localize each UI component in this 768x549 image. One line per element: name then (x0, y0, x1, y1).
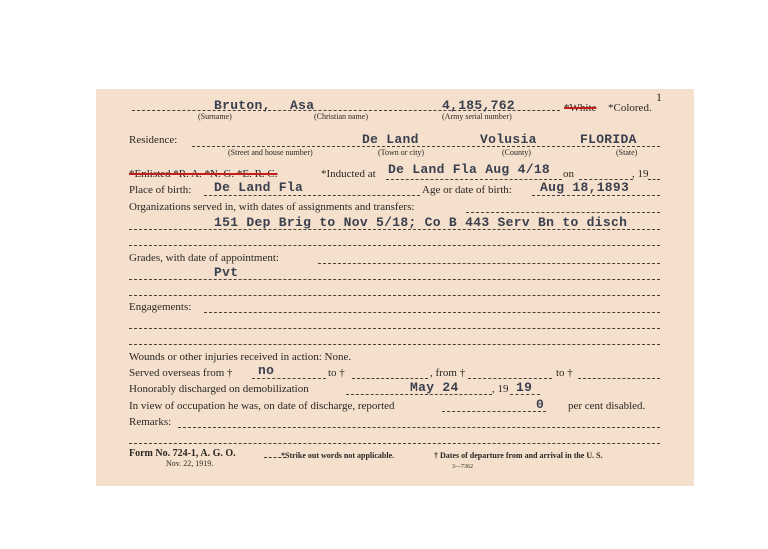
engagements-line-3 (129, 344, 660, 345)
place-of-birth-line (204, 195, 420, 196)
county-caption: (County) (502, 148, 531, 157)
state-caption: (State) (616, 148, 638, 157)
grades-line-3 (129, 295, 660, 296)
inducted-label: *Inducted at (321, 168, 376, 180)
overseas-to2-label: to † (556, 367, 573, 379)
street-caption: (Street and house number) (228, 148, 313, 157)
residence-state-value: FLORIDA (580, 132, 637, 147)
discharge-year-prefix: , 19 (492, 383, 509, 395)
race-colored: *Colored. (608, 102, 652, 114)
enlistment-options-struck: *Enlisted *R. A. *N. G. *E. R. C. (129, 168, 278, 180)
disability-value: 0 (536, 397, 545, 412)
print-code: 3—7362 (452, 464, 473, 470)
remarks-label: Remarks: (129, 416, 172, 428)
disability-label: In view of occupation he was, on date of discharge, reported (129, 400, 395, 412)
discharge-year-value: 19 (516, 380, 533, 395)
birth-date-value: Aug 18,1893 (540, 180, 630, 195)
place-of-birth-value: De Land Fla (214, 180, 304, 195)
grades-line-1 (318, 263, 660, 264)
organizations-line-2 (129, 229, 660, 230)
disability-suffix: per cent disabled. (568, 400, 646, 412)
remarks-line-1 (178, 427, 660, 428)
disability-line (442, 411, 546, 412)
strike-note: *Strike out words not applicable. (281, 451, 395, 460)
page-number: 1 (656, 90, 662, 104)
remarks-line-2 (129, 443, 660, 444)
christian-name-value: Asa (290, 98, 315, 113)
town-caption: (Town or city) (378, 148, 425, 157)
wounds-label: Wounds or other injuries received in action: None. (129, 351, 352, 363)
organizations-label: Organizations served in, with dates of assignments and transfers: (129, 201, 415, 213)
organizations-value: 151 Dep Brig to Nov 5/18; Co B 443 Serv Bn to disch (214, 215, 628, 230)
overseas-to-line (352, 378, 428, 379)
dates-note: † Dates of departure from and arrival in the U. S. (434, 451, 603, 460)
overseas-from-line (252, 378, 326, 379)
served-overseas-value: no (258, 363, 275, 378)
organizations-line-3 (129, 245, 660, 246)
birth-date-line (532, 195, 660, 196)
serial-number-value: 4,185,762 (442, 98, 515, 113)
surname-value: Bruton, (214, 98, 271, 113)
on-label: on (563, 168, 574, 180)
service-record-card (96, 89, 694, 486)
served-overseas-label: Served overseas from † (129, 367, 233, 379)
residence-county-value: Volusia (480, 132, 537, 147)
residence-label: Residence: (129, 134, 178, 146)
residence-town-value: De Land (362, 132, 419, 147)
overseas-to2-line (578, 378, 660, 379)
birth-date-label: Age or date of birth: (422, 184, 512, 196)
overseas-from2-line (468, 378, 552, 379)
christian-name-caption: (Christian name) (314, 112, 368, 121)
engagements-label: Engagements: (129, 301, 192, 313)
race-white-struck: *White (564, 102, 597, 114)
grades-label: Grades, with date of appointment: (129, 252, 279, 264)
grades-line-2 (129, 279, 660, 280)
organizations-line-1 (466, 212, 660, 213)
induction-year-line (648, 179, 660, 180)
inducted-line (386, 179, 562, 180)
discharge-label: Honorably discharged on demobilization (129, 383, 309, 395)
engagements-line-1 (204, 312, 660, 313)
inducted-value: De Land Fla Aug 4/18 (388, 162, 551, 177)
discharge-date-value: May 24 (410, 380, 459, 395)
engagements-line-2 (129, 328, 660, 329)
form-number: Form No. 724-1, A. G. O. (129, 448, 236, 459)
overseas-to-label: to † (328, 367, 345, 379)
grades-value: Pvt (214, 265, 239, 280)
place-of-birth-label: Place of birth: (129, 184, 192, 196)
serial-number-caption: (Army serial number) (442, 112, 512, 121)
induction-year-prefix: , 19 (632, 168, 649, 180)
overseas-from2-label: , from † (430, 367, 466, 379)
form-date: Nov. 22, 1919. (166, 459, 214, 468)
surname-caption: (Surname) (198, 112, 232, 121)
